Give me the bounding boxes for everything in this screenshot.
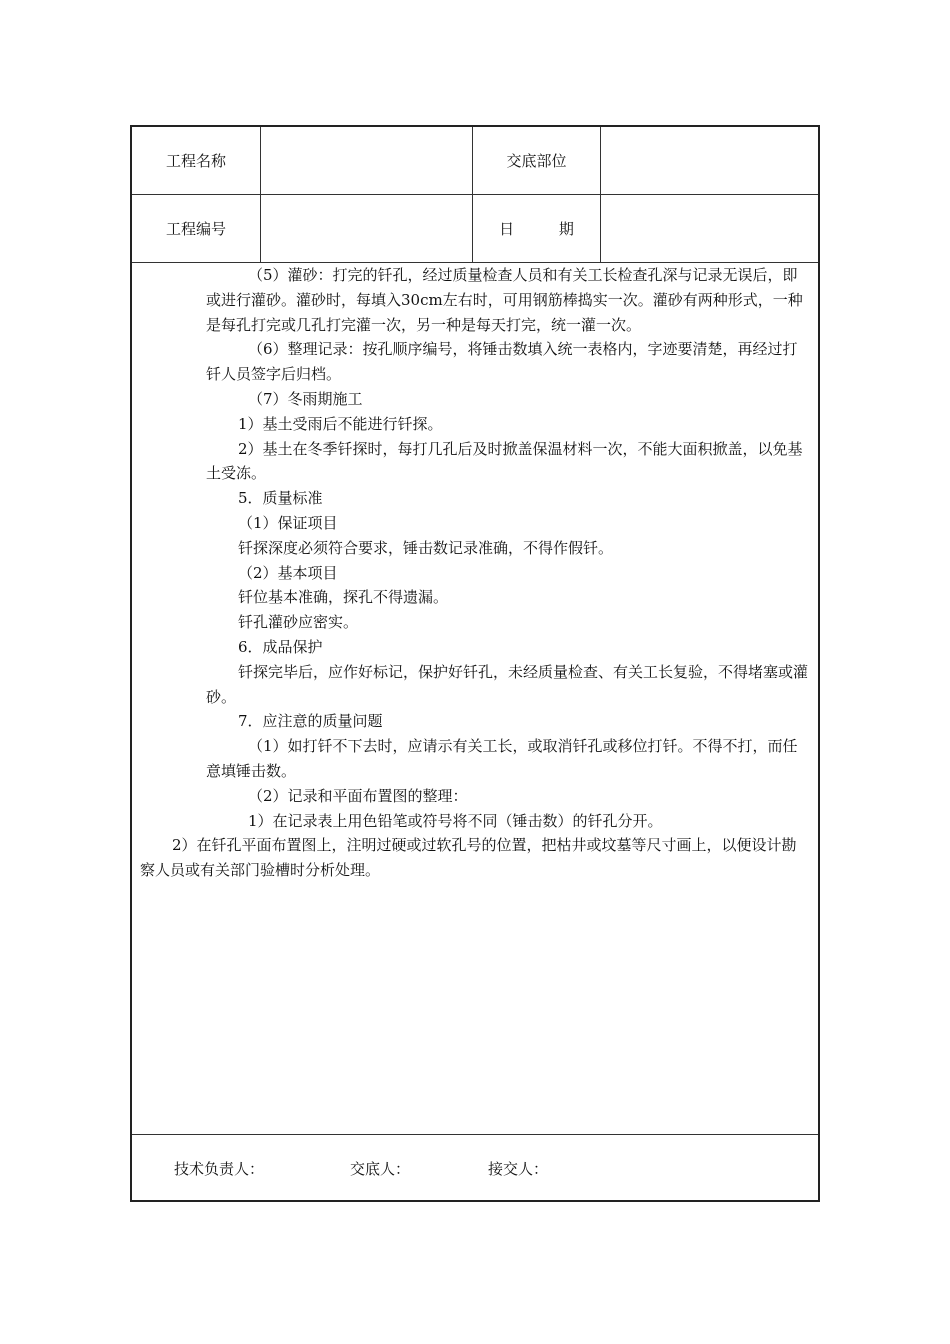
subsection-heading: （1）保证项目 [238, 513, 338, 532]
section-heading: 7．应注意的质量问题 [238, 712, 383, 731]
header-row-1 [132, 127, 818, 195]
handover-content [140, 263, 810, 883]
handover-part-field[interactable] [601, 127, 818, 194]
project-no-label: 工程编号 [132, 194, 261, 262]
handover-form [130, 125, 820, 1202]
paragraph: 钎位基本准确，探孔不得遗漏。 [238, 588, 449, 607]
paragraph: 2）基土在冬季钎探时，每打几孔后及时掀盖保温材料一次，不能大面积掀盖，以免基土受冻。 [206, 439, 803, 483]
date-label [473, 194, 601, 262]
handover-by-label: 交底人： [350, 1160, 411, 1178]
paragraph: （1）如打钎不下去时，应请示有关工长，或取消钎孔或移位打钎。不得不打，而任意填锤击数。 [206, 737, 798, 780]
paragraph: 1）基土受雨后不能进行钎探。 [238, 414, 443, 433]
section-heading: 5．质量标准 [238, 489, 323, 508]
paragraph: （7）冬雨期施工 [248, 389, 363, 408]
paragraph: 钎孔灌砂应密实。 [238, 613, 359, 632]
section-heading: 6．成品保护 [238, 637, 323, 656]
handover-part-label: 交底部位 [473, 127, 601, 194]
paragraph: （2）记录和平面布置图的整理： [248, 786, 468, 805]
paragraph: 1）在记录表上用色铅笔或符号将不同（锤击数）的钎孔分开。 [248, 811, 663, 830]
header-row-2 [132, 194, 818, 263]
date-label-text: 日 期 [499, 219, 594, 238]
project-no-field[interactable] [261, 194, 473, 262]
paragraph: （5）灌砂：打完的钎孔，经过质量检查人员和有关工长检查孔深与记录无误后，即或进行灌砂。灌砂时，每填入30cm左右时，可用钢筋棒捣实一次。灌砂有两种形式，一种是每孔打完或几孔打完灌一次，另一种是每天打完，统一灌一次。 [206, 266, 803, 334]
signature-row [132, 1134, 818, 1200]
paragraph: 钎探深度必须符合要求，锤击数记录准确，不得作假钎。 [238, 538, 614, 557]
receiver-label: 接交人： [488, 1160, 549, 1178]
paragraph: 2）在钎孔平面布置图上，注明过硬或过软孔号的位置，把枯井或坟墓等尺寸画上，以便设计勘察人员或有关部门验槽时分析处理。 [140, 836, 797, 880]
paragraph: 钎探完毕后，应作好标记，保护好钎孔，未经质量检查、有关工长复验，不得堵塞或灌砂。 [206, 662, 809, 706]
tech-lead-label: 技术负责人： [174, 1160, 265, 1178]
paragraph: （6）整理记录：按孔顺序编号，将锤击数填入统一表格内，字迹要清楚，再经过打钎人员签字后归档。 [206, 340, 798, 384]
project-name-label: 工程名称 [132, 127, 261, 194]
date-field[interactable] [601, 194, 818, 262]
subsection-heading: （2）基本项目 [238, 563, 338, 582]
project-name-field[interactable] [261, 127, 473, 194]
